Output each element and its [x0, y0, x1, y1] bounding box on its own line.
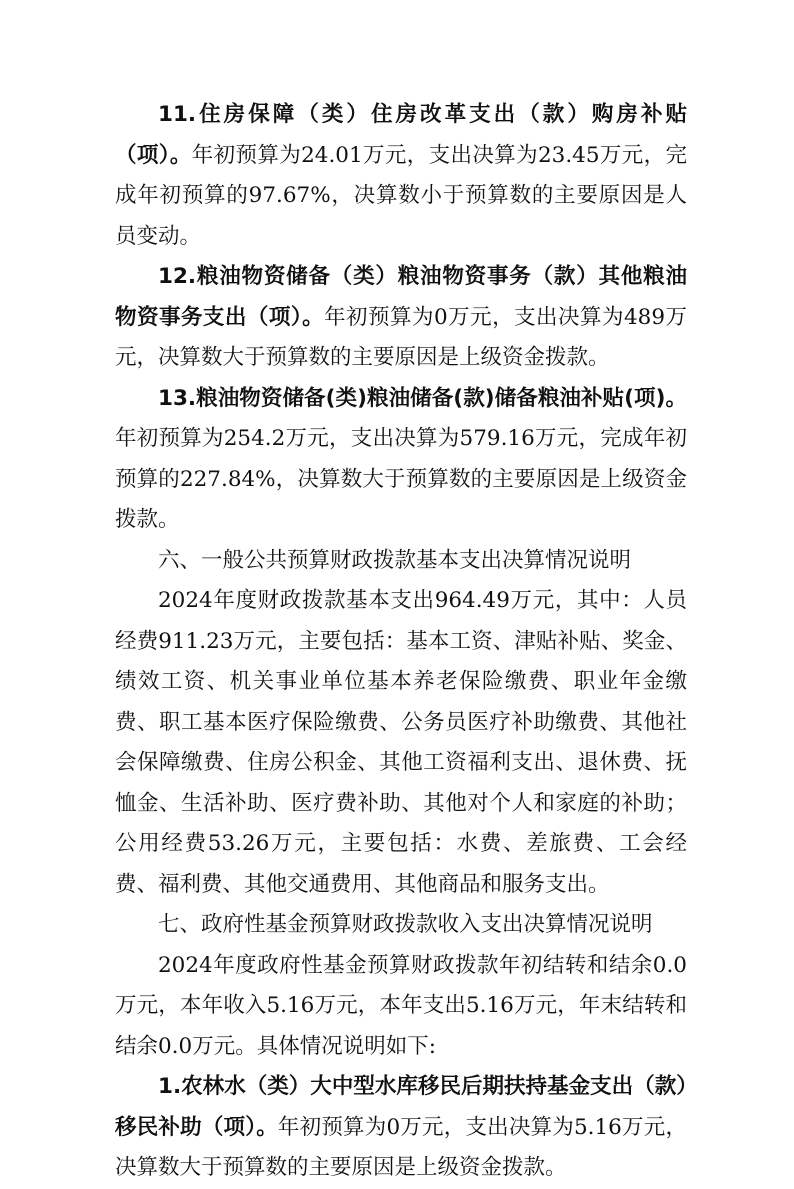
section-7-item-1-text: 年初预算为0万元，支出决算为5.16万元，决算数大于预算数的主要原因是上级资金拨款。 [115, 1114, 687, 1180]
item-11-text: 年初预算为24.01万元，支出决算为23.45万元，完成年初预算的97.67%，决算数小于预算数的主要原因是人员变动。 [115, 142, 687, 249]
item-12-text: 年初预算为0万元，支出决算为489万元，决算数大于预算数的主要原因是上级资金拨款。 [115, 304, 687, 370]
section-7-item-1-heading: 1.农林水（类）大中型水库移民后期扶持基金支出（款）移民补助（项）。 [115, 1074, 687, 1140]
item-13-heading: 13.粮油物资储备(类)粮油储备(款)储备粮油补贴(项)。 [158, 385, 687, 411]
section-7-item-1-paragraph [115, 1067, 687, 1189]
item-13-text: 年初预算为254.2万元，支出决算为579.16万元，完成年初预算的227.84%，决算数大于预算数的主要原因是上级资金拨款。 [115, 426, 687, 532]
section-6-heading: 六、一般公共预算财政拨款基本支出决算情况说明 [158, 547, 632, 573]
item-12-paragraph [115, 257, 687, 379]
section-6-paragraph: 2024年度财政拨款基本支出964.49万元，其中：人员经费911.23万元，主要包括：基本工资、津贴补贴、奖金、绩效工资、机关事业单位基本养老保险缴费、职业年金缴费、职工基本医疗保险缴费、公务员医疗补助缴费、其他社会保障缴费、住房公积金、其他工资福利支出、退休费、抚恤金、生活补助、医疗费补助、其他对个人和家庭的补助；公用经费53.26万元，主要包括：水费、差旅费、工会经费、福利费、其他交通费用、其他商品和服务支出。 [115, 588, 687, 897]
section-7-heading: 七、政府性基金预算财政拨款收入支出决算情况说明 [158, 912, 653, 937]
item-13-paragraph [115, 379, 687, 541]
document-body [115, 95, 687, 1189]
item-11-heading: 11.住房保障（类）住房改革支出（款）购房补贴（项）。 [115, 102, 687, 168]
item-11-paragraph [115, 95, 687, 257]
section-7-paragraph: 2024年度政府性基金预算财政拨款年初结转和结余0.0万元，本年收入5.16万元，本年支出5.16万元，年末结转和结余0.0万元。具体情况说明如下: [115, 952, 687, 1059]
item-12-heading: 12.粮油物资储备（类）粮油物资事务（款）其他粮油物资事务支出（项）。 [115, 264, 687, 330]
